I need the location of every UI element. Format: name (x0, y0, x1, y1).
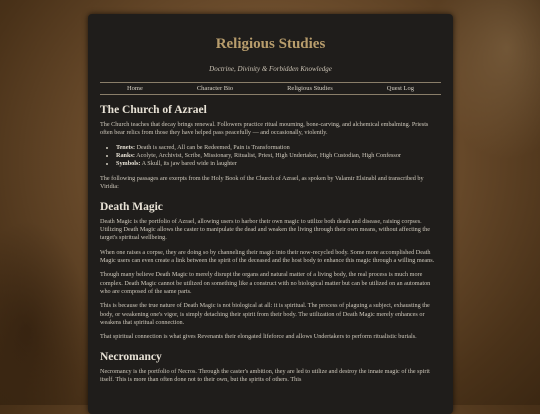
list-item (116, 144, 441, 152)
nav-home-link[interactable]: Home (126, 85, 143, 92)
section-heading-death-magic: Death Magic (100, 200, 163, 213)
list-item (116, 152, 441, 160)
paragraph: Necromancy is the portfolio of Necros. Through the caster's ambition, they are led to utilize and destroy the innate magic of the spirit itself. This is more than often done not to their own, but the spirits of others. This (100, 367, 430, 384)
list-item (116, 160, 441, 168)
church-facts-list (100, 144, 441, 169)
nav-quest-log-link[interactable]: Quest Log (386, 85, 415, 92)
paragraph: Death Magic is the portfolio of Azrael, allowing users to harbor their own magic to utilize both death and disease, raising corpses. Utilizing Death Magic allows the caster to manipulate the dead and weaken the living through their own means, without affecting the target's spiritual wellbeing. (100, 217, 430, 242)
paragraph: That spiritual connection is what gives Revenants their elongated lifeforce and allows Undertakers to perform ritualistic burials. (100, 333, 417, 341)
church-outro-text: The following passages are exerpts from the Holy Book of the Church of Azrael, as spoken by Valamir Elsinabl and transcribed by Viridia: (100, 174, 424, 191)
article-content (88, 104, 453, 385)
paragraph: Though many believe Death Magic to merely disrupt the organs and natural matter of a living body, the real process is much more complex. Death Magic cannot be utilized on something like a construct with no biological matter but can be utilized on an automaton who are composed of the same parts. (100, 271, 431, 296)
site-tagline: Doctrine, Divinity & Forbidden Knowledge (209, 65, 332, 73)
main-nav (100, 82, 441, 95)
section-heading-necromancy: Necromancy (100, 350, 162, 363)
fact-text: A Skull, its jaw bared wide in laughter (140, 160, 237, 168)
fact-label: Ranks: (116, 152, 135, 160)
nav-character-bio-link[interactable]: Character Bio (196, 85, 234, 92)
paragraph: This is because the true nature of Death Magic is not biological at all: it is spiritual. The process of plaguing a subject, exhausting the body, or weakening one's vigor, is simply detaching their spirit from their body. The utilization of Death Magic merely enhances or weakens that spiritual connection. (100, 302, 430, 327)
fact-text: Acolyte, Archivist, Scribe, Missionary, Ritualist, Priest, High Undertaker, High Custodian, High Confessor (134, 152, 401, 160)
site-title: Religious Studies (215, 36, 326, 52)
church-intro-text: The Church teaches that decay brings renewal. Followers practice ritual mourning, bone-carving, and alchemical embalming. Priests often bear relics from those they have helped pass peacefully — and occasionally, violently. (100, 121, 429, 137)
nav-religious-studies-link[interactable]: Religious Studies (287, 85, 333, 92)
background-stain (0, 220, 90, 405)
paragraph: When one raises a corpse, they are doing so by channeling their magic into their now-recycled body. Some more accomplished Death Magic users can even create a link between the spirit of the deceased and the host body to enhance this magic through a willing means. (100, 248, 435, 264)
fact-label: Tenets: (116, 143, 136, 151)
section-heading-church: The Church of Azrael (100, 104, 207, 116)
fact-text: Death is sacred, All can be Redeemed, Pain is Transformation (135, 143, 290, 151)
fact-label: Symbols: (116, 160, 141, 168)
content-panel (88, 14, 453, 414)
